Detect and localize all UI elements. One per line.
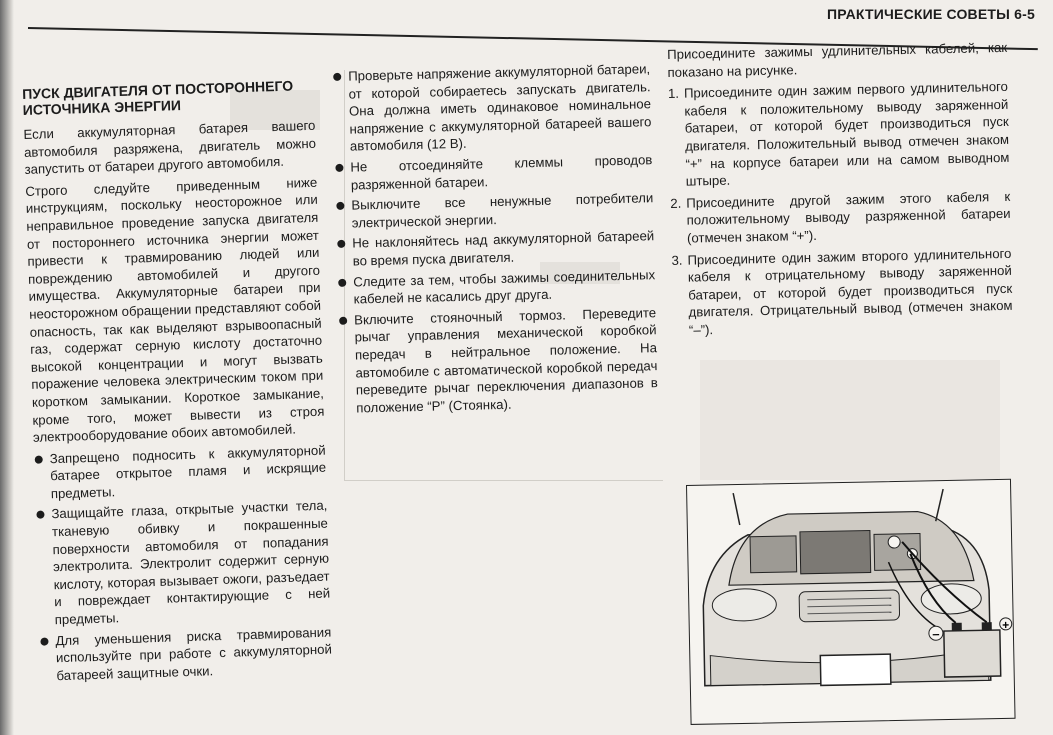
intro-paragraph: Если аккумуляторная батарея вашего автомобиля разряжена, двигатель можно запустить от батареи другого автомобиля.	[23, 117, 317, 178]
column-right	[667, 39, 1013, 344]
list-item: Проверьте напряжение аккумуляторной батареи, от которой собираетесь запускать двигатель. Она должна иметь одинаковое номинальное напряжение с аккумуляторной батареей вашего автомобиля (12 В).	[332, 60, 652, 156]
bleed-through	[700, 360, 1000, 480]
column-middle	[332, 60, 659, 420]
list-item: Запрещено подносить к аккумуляторной батарее открытое пламя и искрящие предметы.	[33, 441, 327, 503]
connection-intro: Присоедините зажимы удлинительных кабелей, как показано на рисунке.	[667, 39, 1008, 80]
safety-list	[33, 441, 332, 685]
list-item: Выключите все ненужные потребители электрической энергии.	[335, 189, 654, 232]
list-item	[668, 78, 1010, 191]
list-item: Не наклоняйтесь над аккумуляторной батареей во время пуска двигателя.	[336, 228, 655, 271]
car-illustration	[687, 480, 1015, 724]
checks-list	[332, 60, 658, 417]
warning-paragraph: Строго следуйте приведенным ниже инструкциям, поскольку неосторожное или неправильное проведение запуска двигателя от постороннего источника энергии может привести к травмированию людей или повреждению автомобилей и другого имущества. Аккумуляторные батареи при неосторожном обращении представляют собой опасность, так как выделяют взрывоопасный газ, содержат серную кислоту достаточно высокой концентрации и могут вызвать поражение человека электрическим током при коротком замыкании. Короткое замыкание, кроме того, может вывести из строя электрооборудование обоих автомобилей.	[25, 174, 325, 445]
list-item	[671, 244, 1013, 339]
plus-label: +	[1002, 617, 1010, 632]
page-binding-shadow	[0, 0, 14, 735]
step-number: 2.	[670, 195, 682, 211]
list-item	[670, 188, 1011, 248]
page-header: ПРАКТИЧЕСКИЕ СОВЕТЫ 6-5	[827, 6, 1035, 22]
step-number: 3.	[671, 252, 683, 268]
list-item: Защищайте глаза, открытые участки тела, тканевую обивку и покрашенные поверхности автомобиля от попадания электролита. Электролит содержит серную кислоту, которая вызывает ожоги, разъедает и повреждает контактирующие с ней предметы.	[35, 497, 331, 629]
step-text: Присоедините один зажим второго удлинительного кабеля к отрицательному выводу заряженной батареи, от которой будет производиться пуск двигателя. Отрицательный вывод (отмечен знаком “–”).	[687, 245, 1013, 338]
step-number: 1.	[667, 85, 680, 102]
step-text: Присоедините один зажим первого удлинительного кабеля к положительному выводу заряженной батареи, от которой будет производиться пуск двигателя. Положительный вывод отмечен знаком “+” на корпусе батареи или на самом выводном штыре.	[683, 79, 1010, 189]
list-item: Для уменьшения риска травмирования используйте при работе с аккумуляторной батареей защитные очки.	[39, 623, 333, 685]
list-item: Не отсоединяйте клеммы проводов разряженной батареи.	[334, 151, 653, 194]
minus-label: –	[932, 626, 940, 642]
connection-steps	[668, 78, 1013, 339]
section-title: ПУСК ДВИГАТЕЛЯ ОТ ПОСТОРОННЕГО ИСТОЧНИКА ЭНЕРГИИ	[22, 77, 294, 118]
column-left	[22, 77, 333, 688]
list-item: Следите за тем, чтобы зажимы соединительных кабелей не касались друг друга.	[337, 266, 656, 309]
jump-start-figure	[686, 479, 1016, 725]
step-text: Присоедините другой зажим этого кабеля к положительному выводу разряженной батареи (отмечен знаком “+”).	[686, 188, 1011, 246]
list-item: Включите стояночный тормоз. Переведите рычаг управления механической коробкой передач в нейтральное положение. На автомобиле с автоматической коробкой передач переведите рычаг переключения диапазонов в положение “P” (Стоянка).	[338, 304, 658, 417]
